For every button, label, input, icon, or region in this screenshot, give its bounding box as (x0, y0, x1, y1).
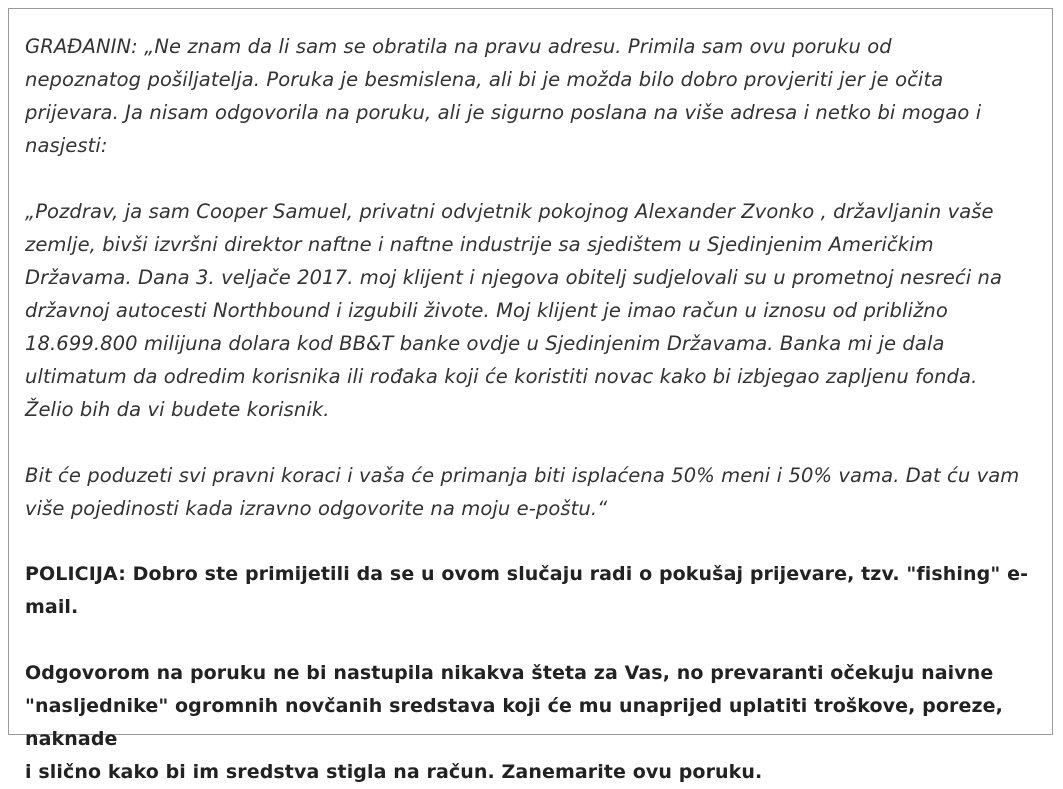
paragraph-spacer (25, 624, 1052, 657)
citizen-question-paragraph: GRAĐANIN: „Ne znam da li sam se obratila na pravu adresu. Primila sam ovu poruku od nepoznatog pošiljatelja. Poruka je besmislena, ali bi je možda bilo dobro provjeriti jer je očita prijevara. Ja nisam odgovorila na poruku, ali je sigurno poslana na više adresa i netko bi mogao i nasjesti: (25, 35, 982, 157)
police-answer-paragraph: POLICIJA: Dobro ste primijetili da se u ovom slučaju radi o pokušaj prijevare, tzv. "fishing" e-mail. (25, 563, 1029, 618)
paragraph-spacer (25, 162, 1052, 195)
police-advice-paragraph: Odgovorom na poruku ne bi nastupila nikakva šteta za Vas, no prevaranti očekuju naivne "nasljednike" ogromnih novčanih sredstava koji će mu unaprijed uplatiti troškove, poreze, naknade i slično kako bi im sredstva stigla na račun. Zanemarite ovu poruku. (25, 662, 1003, 783)
paragraph-spacer (25, 426, 1052, 459)
scam-message-closing-paragraph: Bit će poduzeti svi pravni koraci i vaša će primanja biti isplaćena 50% meni i 50% vama. Dat ću vam više pojedinosti kada izravno odgovorite na moju e-poštu.“ (25, 464, 1020, 520)
paragraph-spacer (25, 525, 1052, 558)
scam-message-paragraph: „Pozdrav, ja sam Cooper Samuel, privatni odvjetnik pokojnog Alexander Zvonko , državljanin vaše zemlje, bivši izvršni direktor naftne i naftne industrije sa sjedištem u Sjedinjenim Američkim Državama. Dana 3. veljače 2017. moj klijent i njegova obitelj sudjelovali su u prometnoj nesreći na državnoj autocesti Northbound i izgubili živote. Moj klijent je imao račun u iznosu od približno 18.699.800 milijuna dolara kod BB&T banke ovdje u Sjedinjenim Državama. Banka mi je dala ultimatum da odredim korisnika ili rođaka koji će koristiti novac kako bi izbjegao zapljenu fonda. Želio bih da vi budete korisnik. (25, 200, 1003, 421)
article-box (8, 8, 1053, 783)
